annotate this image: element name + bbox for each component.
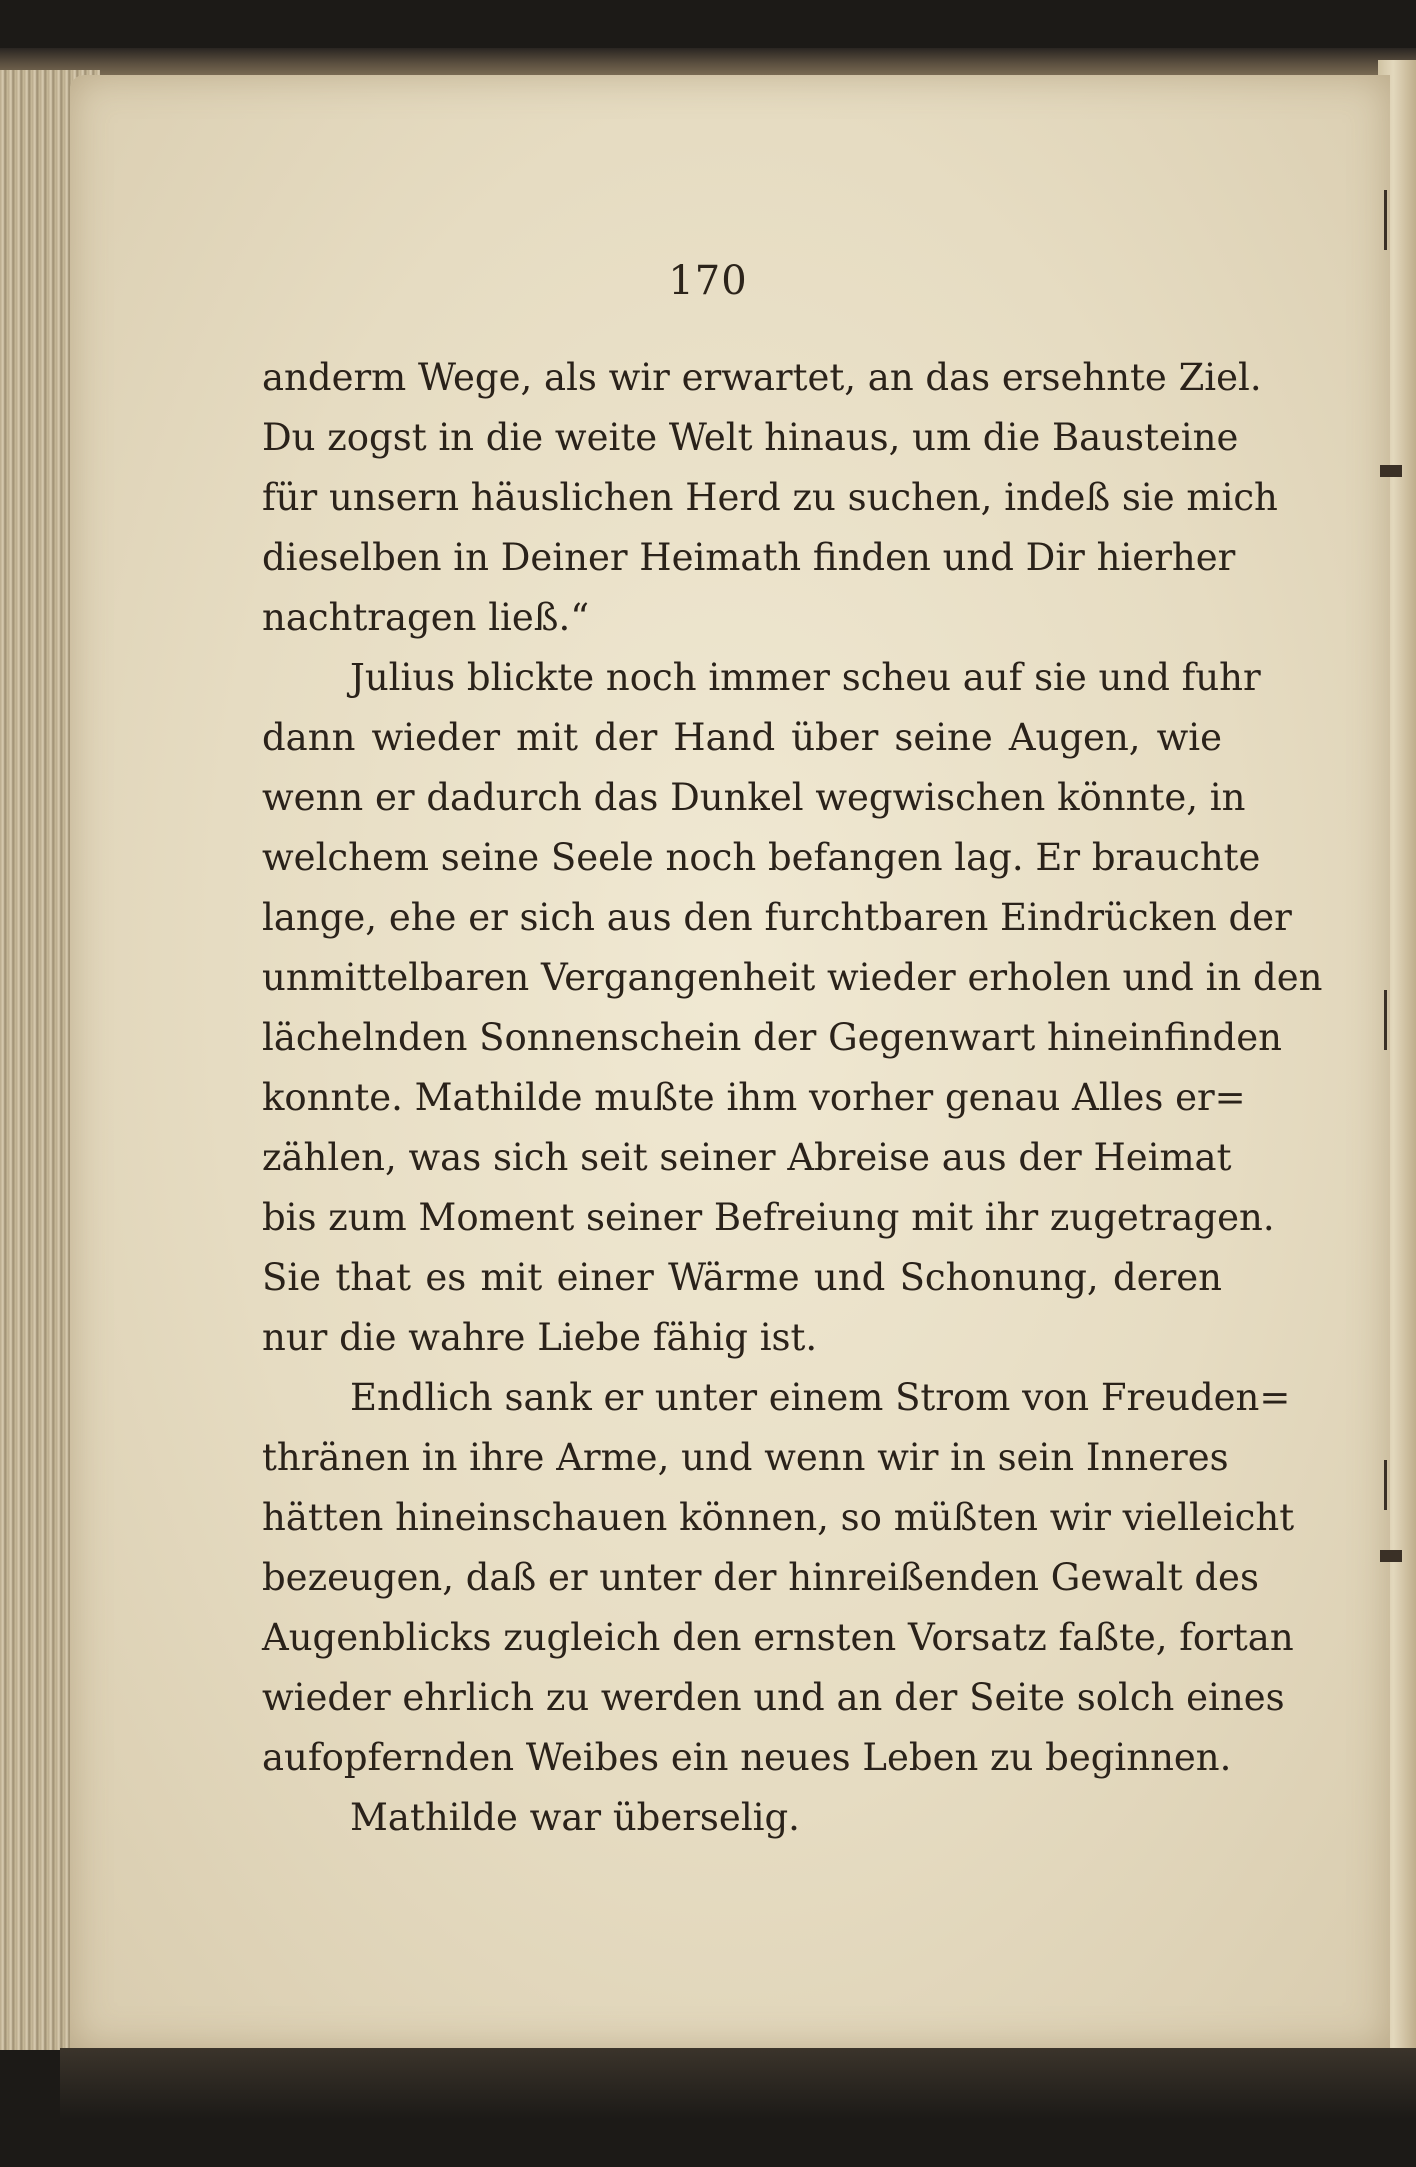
text-line: hätten hineinschauen können, so müßten wir vielleicht bbox=[262, 1496, 1295, 1539]
text-line: dieselben in Deiner Heimath finden und Dir hierher bbox=[262, 536, 1236, 579]
text-line: Augenblicks zugleich den ernsten Vorsatz faßte, fortan bbox=[262, 1616, 1294, 1659]
text-line: zählen, was sich seit seiner Abreise aus der Heimat bbox=[262, 1136, 1232, 1179]
text-line: für unsern häuslichen Herd zu suchen, indeß sie mich bbox=[262, 476, 1278, 519]
margin-mark bbox=[1384, 190, 1387, 250]
book-bottom-edge bbox=[60, 2048, 1416, 2167]
text-line: wenn er dadurch das Dunkel wegwischen könnte, in bbox=[262, 776, 1246, 819]
text-line: bezeugen, daß er unter der hinreißenden Gewalt des bbox=[262, 1556, 1259, 1599]
text-line: wieder ehrlich zu werden und an der Seite solch eines bbox=[262, 1676, 1285, 1719]
margin-mark bbox=[1380, 1550, 1402, 1562]
text-line: thränen in ihre Arme, und wenn wir in sein Inneres bbox=[262, 1436, 1229, 1479]
margin-mark bbox=[1384, 1460, 1387, 1510]
text-line: Du zogst in die weite Welt hinaus, um die Bausteine bbox=[262, 416, 1239, 459]
text-line: lächelnden Sonnenschein der Gegenwart hineinfinden bbox=[262, 1016, 1282, 1059]
text-line: konnte. Mathilde mußte ihm vorher genau Alles er= bbox=[262, 1076, 1246, 1119]
text-line: dann wieder mit der Hand über seine Augen, wie bbox=[262, 716, 1222, 759]
margin-mark bbox=[1380, 465, 1402, 477]
text-line: bis zum Moment seiner Befreiung mit ihr zugetragen. bbox=[262, 1196, 1275, 1239]
text-line: Endlich sank er unter einem Strom von Freuden= bbox=[350, 1376, 1291, 1419]
text-line: Julius blickte noch immer scheu auf sie und fuhr bbox=[350, 656, 1261, 699]
text-line: unmittelbaren Vergangenheit wieder erholen und in den bbox=[262, 956, 1323, 999]
text-line: anderm Wege, als wir erwartet, an das ersehnte Ziel. bbox=[262, 356, 1262, 399]
margin-mark bbox=[1384, 990, 1387, 1050]
body-text bbox=[262, 348, 1323, 1848]
text-line: lange, ehe er sich aus den furchtbaren Eindrücken der bbox=[262, 896, 1292, 939]
text-line: nur die wahre Liebe fähig ist. bbox=[262, 1316, 818, 1359]
text-line: Mathilde war überselig. bbox=[350, 1796, 800, 1839]
text-line: nachtragen ließ.“ bbox=[262, 596, 590, 639]
text-line: Sie that es mit einer Wärme und Schonung, deren bbox=[262, 1256, 1222, 1299]
text-line: aufopfernden Weibes ein neues Leben zu beginnen. bbox=[262, 1736, 1232, 1779]
page-number: 170 bbox=[668, 258, 748, 304]
text-line: welchem seine Seele noch befangen lag. Er brauchte bbox=[262, 836, 1261, 879]
